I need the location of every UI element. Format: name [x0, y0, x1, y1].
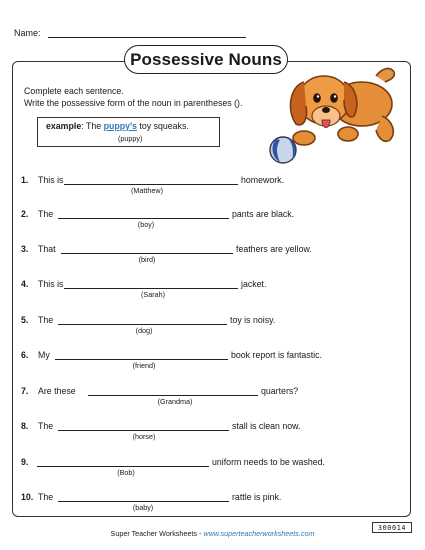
answer-blank[interactable] [58, 430, 229, 431]
noun-hint: (Sarah) [141, 290, 165, 299]
question-text-before: This is [38, 175, 64, 185]
question-number: 4. [21, 279, 29, 289]
question-text-after: rattle is pink. [232, 492, 282, 502]
question-item [0, 315, 425, 345]
noun-hint: (Grandma) [157, 397, 193, 406]
noun-hint: (friend) [132, 361, 156, 370]
answer-blank[interactable] [58, 324, 227, 325]
question-item [0, 386, 425, 416]
question-item [0, 350, 425, 380]
question-number: 7. [21, 386, 29, 396]
example-before: The [85, 121, 102, 131]
question-text-after: uniform needs to be washed. [212, 457, 325, 467]
question-text-before: My [38, 350, 50, 360]
noun-hint: (dog) [135, 326, 153, 335]
question-number: 1. [21, 175, 29, 185]
puppy-with-ball-icon [264, 46, 414, 171]
question-text-before: The [38, 315, 54, 325]
footer [0, 529, 425, 538]
example-answer: puppy's [103, 121, 137, 131]
page-title: Possessive Nouns [124, 45, 288, 74]
noun-hint: (Bob) [117, 468, 135, 477]
question-item [0, 457, 425, 487]
example-after: toy squeaks. [139, 121, 189, 131]
instruction-line-2: Write the possessive form of the noun in parentheses (). [24, 98, 243, 108]
question-text-before: The [38, 209, 54, 219]
footer-url[interactable]: www.superteacherworksheets.com [203, 529, 315, 538]
question-number: 9. [21, 457, 29, 467]
question-text-before: The [38, 421, 54, 431]
question-text-before: This is [38, 279, 64, 289]
question-number: 8. [21, 421, 29, 431]
answer-blank[interactable] [64, 184, 238, 185]
noun-hint: (boy) [137, 220, 155, 229]
question-text-after: jacket. [241, 279, 267, 289]
question-text-after: homework. [241, 175, 285, 185]
noun-hint: (horse) [132, 432, 156, 441]
example-label: example [46, 121, 82, 131]
question-item [0, 492, 425, 522]
question-text-before: Are these [38, 386, 76, 396]
question-text-after: book report is fantastic. [231, 350, 322, 360]
question-item [0, 175, 425, 205]
footer-text: Super Teacher Worksheets - [110, 529, 204, 538]
example-hint: (puppy) [118, 134, 143, 143]
name-label: Name: [14, 28, 41, 38]
question-number: 6. [21, 350, 29, 360]
question-number: 10. [21, 492, 34, 502]
noun-hint: (Matthew) [131, 186, 163, 195]
question-number: 5. [21, 315, 29, 325]
answer-blank[interactable] [58, 218, 229, 219]
example-box [37, 117, 220, 147]
question-text-after: quarters? [261, 386, 299, 396]
question-item [0, 244, 425, 274]
question-number: 2. [21, 209, 29, 219]
question-text-after: toy is noisy. [230, 315, 276, 325]
answer-blank[interactable] [58, 501, 229, 502]
question-text-after: stall is clean now. [232, 421, 301, 431]
question-item [0, 279, 425, 309]
answer-blank[interactable] [55, 359, 228, 360]
answer-blank[interactable] [88, 395, 258, 396]
instruction-line-1: Complete each sentence. [24, 86, 124, 96]
example-sentence: example: The puppy's toy squeaks. [46, 121, 189, 131]
name-field[interactable] [48, 37, 246, 38]
question-text-before: The [38, 492, 54, 502]
noun-hint: (bird) [138, 255, 156, 264]
question-text-after: pants are black. [232, 209, 295, 219]
question-number: 3. [21, 244, 29, 254]
answer-blank[interactable] [61, 253, 233, 254]
noun-hint: (baby) [132, 503, 154, 512]
worksheet-code: 300014 [372, 522, 412, 533]
question-item [0, 209, 425, 239]
question-item [0, 421, 425, 451]
answer-blank[interactable] [64, 288, 238, 289]
question-text-after: feathers are yellow. [236, 244, 312, 254]
answer-blank[interactable] [37, 466, 209, 467]
question-text-before: That [38, 244, 56, 254]
